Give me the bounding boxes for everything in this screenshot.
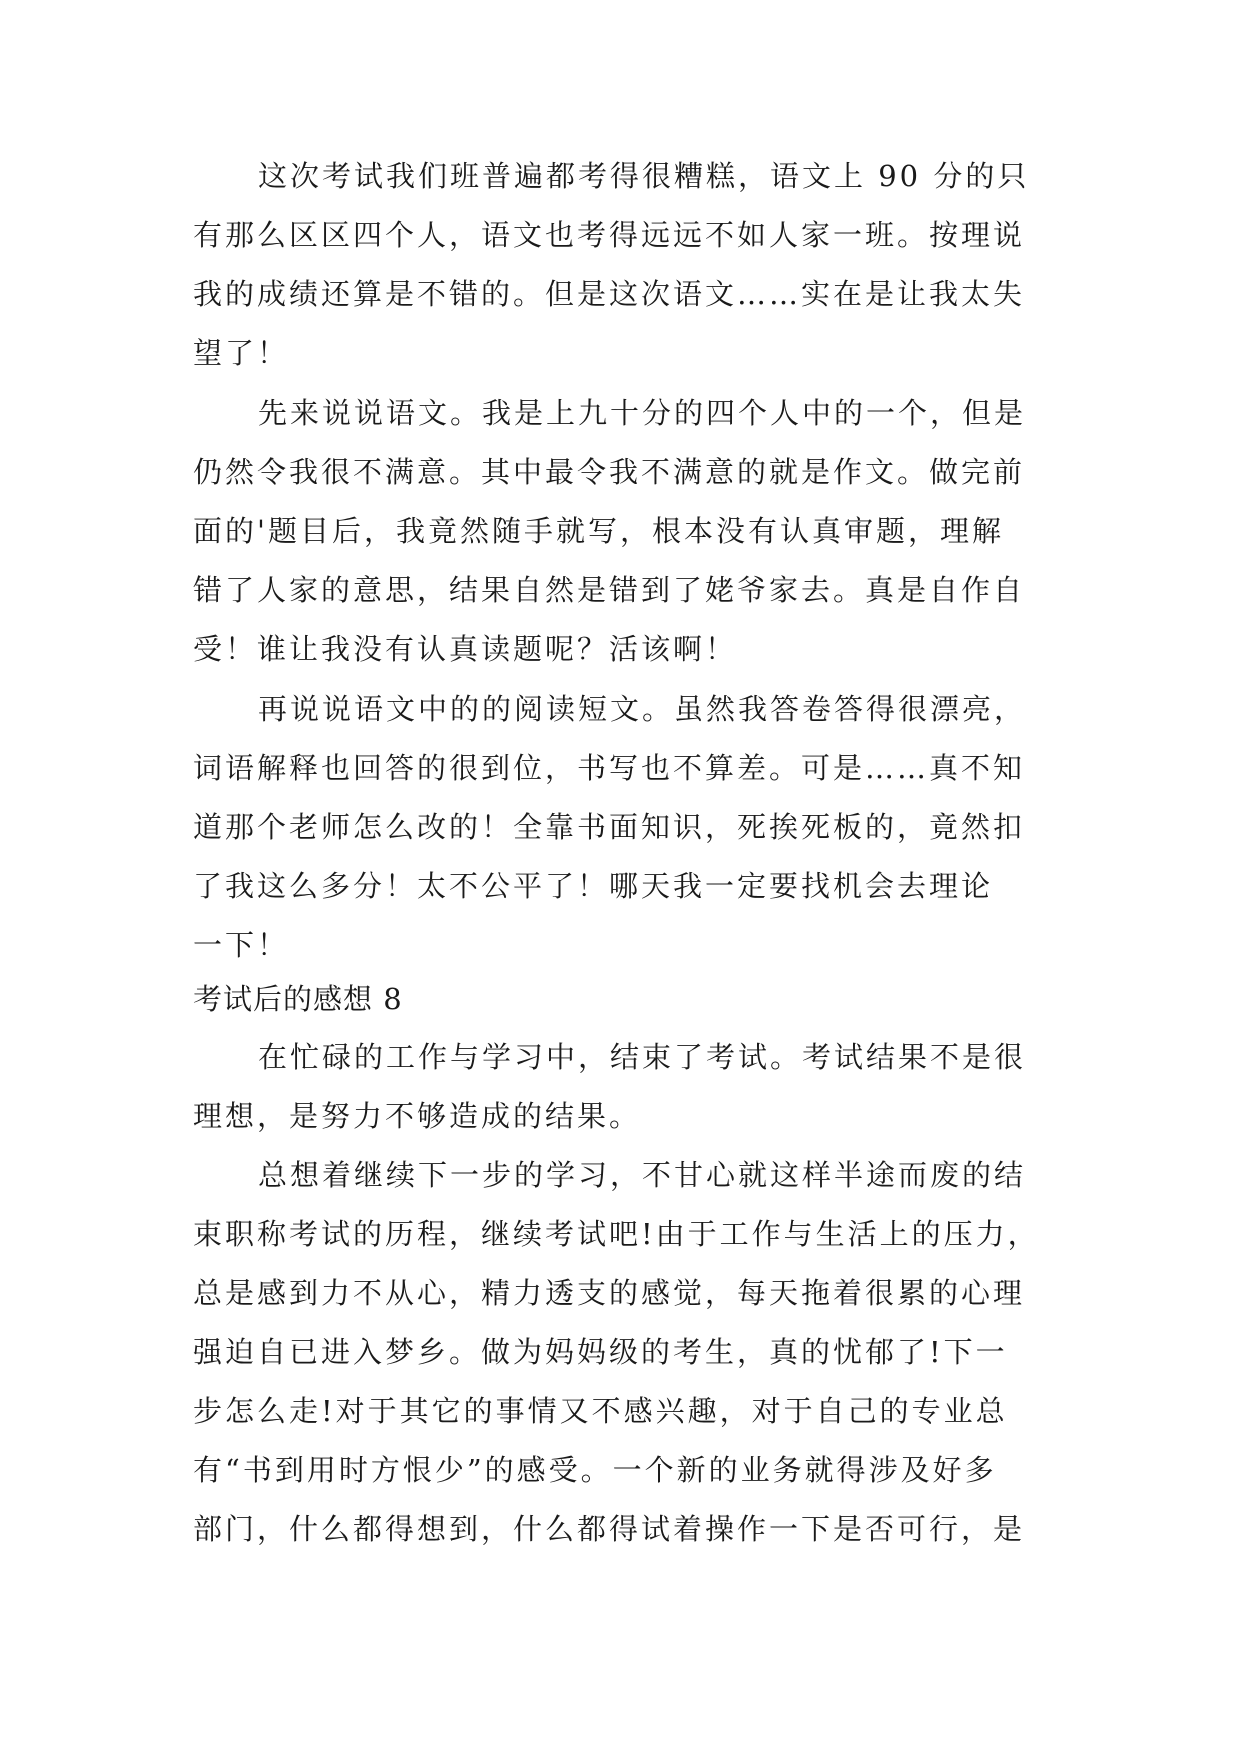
paragraph-line: 有“书到用时方恨少”的感受。一个新的业务就得涉及好多 (193, 1453, 997, 1487)
paragraph-line: 受！谁让我没有认真读题呢？活该啊！ (193, 632, 738, 666)
paragraph-line: 部门，什么都得想到，什么都得试着操作一下是否可行，是 (193, 1512, 1026, 1546)
paragraph-line: 错了人家的意思，结果自然是错到了姥爷家去。真是自作自 (193, 573, 1026, 607)
paragraph-line: 先来说说语文。我是上九十分的四个人中的一个，但是 (258, 396, 1027, 430)
paragraph-line: 总想着继续下一步的学习，不甘心就这样半途而废的结 (258, 1158, 1027, 1192)
section-heading: 考试后的感想 8 (193, 982, 403, 1016)
paragraph-line: 步怎么走!对于其它的事情又不感兴趣，对于自己的专业总 (193, 1394, 1008, 1428)
paragraph-line: 面的'题目后，我竟然随手就写，根本没有认真审题，理解 (193, 514, 1004, 548)
paragraph-line: 望了！ (193, 336, 290, 370)
paragraph-line: 一下！ (193, 928, 290, 962)
paragraph-line: 词语解释也回答的很到位，书写也不算差。可是……真不知 (193, 751, 1026, 785)
paragraph-line: 了我这么多分！太不公平了！哪天我一定要找机会去理论 (193, 869, 994, 903)
paragraph-line: 在忙碌的工作与学习中，结束了考试。考试结果不是很 (258, 1040, 1027, 1074)
paragraph-line: 理想，是努力不够造成的结果。 (193, 1099, 642, 1133)
paragraph-line: 有那么区区四个人，语文也考得远远不如人家一班。按理说 (193, 218, 1026, 252)
paragraph-line: 仍然令我很不满意。其中最令我不满意的就是作文。做完前 (193, 455, 1026, 489)
paragraph-line: 再说说语文中的的阅读短文。虽然我答卷答得很漂亮， (258, 692, 1027, 726)
paragraph-line: 束职称考试的历程，继续考试吧!由于工作与生活上的压力， (193, 1217, 1040, 1251)
paragraph-line: 总是感到力不从心，精力透支的感觉，每天拖着很累的心理 (193, 1276, 1026, 1310)
paragraph-line: 我的成绩还算是不错的。但是这次语文……实在是让我太失 (193, 277, 1026, 311)
paragraph-line: 这次考试我们班普遍都考得很糟糕，语文上 90 分的只 (258, 159, 1030, 193)
paragraph-line: 道那个老师怎么改的！全靠书面知识，死挨死板的，竟然扣 (193, 810, 1026, 844)
paragraph-line: 强迫自已进入梦乡。做为妈妈级的考生，真的忧郁了!下一 (193, 1335, 1008, 1369)
